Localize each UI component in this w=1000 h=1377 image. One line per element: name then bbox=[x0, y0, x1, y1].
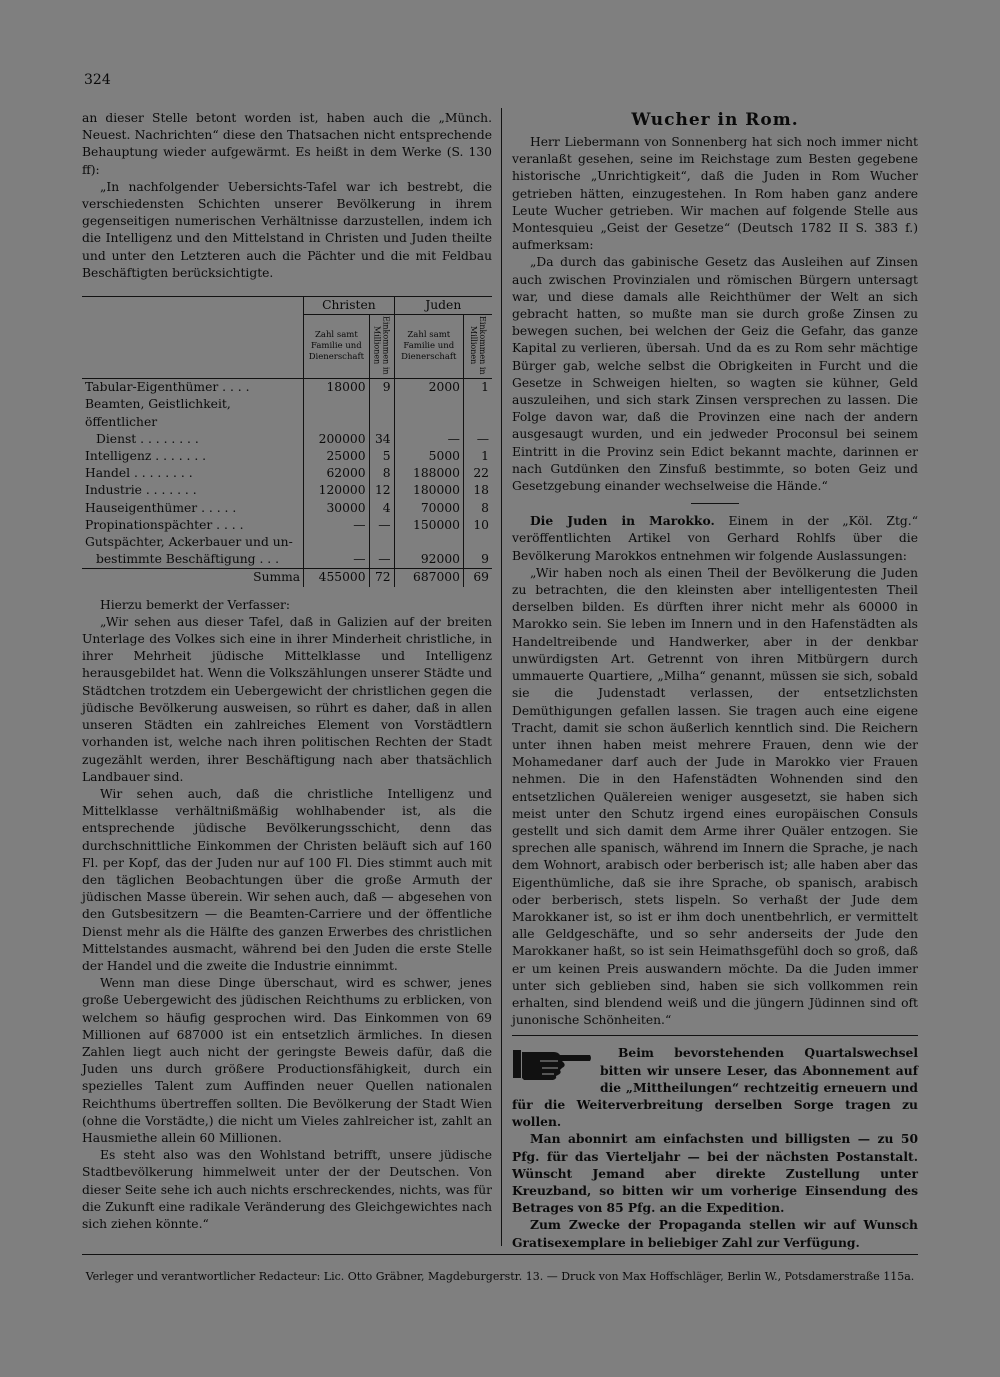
imprint-footer: Verleger und verantwortlicher Redacteur: Lic. Otto Gräbner, Magdeburgerstr. 13. — Druck von Max Hoffschläger, Berlin W., Potsdamerstraße 115a. bbox=[85, 1270, 915, 1283]
right-paragraph-1: Herr Liebermann von Sonnenberg hat sich noch immer nicht veranlaßt gesehen, seine im Reichstage zum Besten gegebene historische „Unrichtigkeit“, daß die Juden in Rom Wucher getrieben hätten, einzugestehen. In Rom haben ganz andere Leute Wucher getrieben. Wir machen auf folgende Stelle aus Montesquieu „Geist der Gesetze“ (Deutsch 1782 II S. 383 f.) aufmerksam: bbox=[512, 135, 918, 253]
left-paragraph-2: „In nachfolgender Uebersichts-Tafel war ich bestrebt, die verschiedensten Schichten unserer Bevölkerung in ihrem gegenseitigen numerischen Verhältnisse darzustellen, indem ich die Intelligenz und den Mittelstand in Christen und Juden theilte und unter den Letzteren auch die Pächter und die mit Feldbau Beschäftigten berücksichtigte. bbox=[82, 179, 492, 280]
left-paragraph-5: Wir sehen auch, daß die christliche Intelligenz und Mittelklasse verhältnißmäßig wohlhabender ist, als die entsprechende jüdische Bevölkerungsschicht, denn das durchschnittliche Einkommen der Christen beläuft sich auf 160 Fl. per Kopf, das der Juden nur auf 100 Fl. Dies stimmt auch mit den täglichen Beobachtungen über die große Armuth der jüdischen Masse überein. Wir sehen auch, daß — abgesehen von den Gutsbesitzern — die Beamten-Carriere und der öffentliche Dienst mehr als die Hälfte des ganzen Erwerbes des christlichen Mittelstandes ausmacht, während bei den Juden die erste Stelle der Handel und die zweite die Industrie einnimmt. bbox=[82, 786, 492, 973]
statistics-table bbox=[82, 296, 492, 587]
separator-full bbox=[512, 1035, 918, 1036]
left-column bbox=[82, 110, 492, 1233]
left-paragraph-4: „Wir sehen aus dieser Tafel, daß in Galizien auf der breiten Unterlage des Volkes sich eine in ihrer Minderheit christliche, in ihrer Mehrheit jüdische Mittelklasse und Intelligenz herausgebildet hat. Wenn die Volkszählungen unserer Städte und Städtchen trotzdem ein Uebergewicht der christlichen gegen die jüdische Bevölkerung ausweisen, so rührt es daher, daß in allen unseren Städten ein zahlreiches Element von Vorstädtlern vorhanden ist, welche nach ihren politischen Rechten der Stadt zugezählt werden, ihrer Beschäftigung nach aber thatsächlich Landbauer sind. bbox=[82, 614, 492, 784]
table-row: bestimmte Beschäftigung . . . — — 92000 9 bbox=[82, 551, 492, 569]
table-row: Hauseigenthümer . . . . . 30000 4 70000 8 bbox=[82, 500, 492, 517]
statistics-table-wrapper bbox=[82, 296, 492, 587]
table-row: Gutspächter, Ackerbauer und un- bbox=[82, 534, 492, 551]
table-header-row bbox=[82, 297, 492, 315]
table-row: Propinationspächter . . . . — — 150000 10 bbox=[82, 517, 492, 534]
right-paragraph-2: „Da durch das gabinische Gesetz das Ausleihen auf Zinsen auch zwischen Provinzialen und römischen Bürgern untersagt war, und diese damals alle Reichthümer der Welt an sich gebracht hatten, so mußte man sie durch große Zinsen zu bewegen suchen, bei welchen der Geiz die Gefahr, das ganze Kapital zu verlieren, übersah. Und da es zu Rom sehr mächtige Bürger gab, welche selbst die Obrigkeiten in Furcht und die Gesetze in Schweigen hielten, so wagten sie kühner, Geld auszuleihen, und sich stark Zinsen versprechen zu lassen. Die Folge davon war, daß die Provinzen eine nach der andern ausgesaugt wurden, und ein jedweder Proconsul bei seinem Eintritt in die Provinz sein Edict bekannt machte, darinnen er nach Gutdünken den Zinsfuß bestimmte, so boten Geiz und Gesetzgebung einander wechselweise die Hände.“ bbox=[512, 255, 918, 494]
subheader-juden-einkommen: Einkommen in Millionen bbox=[463, 315, 492, 379]
footer-rule bbox=[82, 1254, 918, 1255]
table-row: Handel . . . . . . . . 62000 8 188000 22 bbox=[82, 465, 492, 482]
left-paragraph-1: an dieser Stelle betont worden ist, haben auch die „Münch. Neuest. Nachrichten“ diese den Thatsachen nicht entsprechende Behauptung wieder aufgewärmt. Es heißt in dem Werke (S. 130 ff): bbox=[82, 111, 492, 177]
notice-paragraph-2: Man abonnirt am einfachsten und billigsten — zu 50 Pfg. für das Vierteljahr — bei der nächsten Postanstalt. Wünscht Jemand aber direkte Zustellung unter Kreuzband, so bitten wir um vorherige Einsendung des Betrages von 85 Pfg. an die Expedition. bbox=[512, 1131, 918, 1216]
marokko-lead-text: Einem in der „Köl. Ztg.“ veröffentlichten Artikel von Gerhard Rohlfs über die Bevölkerung Marokkos entnehmen wir folgende Auslassungen: bbox=[512, 514, 918, 563]
right-paragraph-3: „Wir haben noch als einen Theil der Bevölkerung die Juden zu betrachten, die den kleinsten aber intelligentesten Theil derselben bilden. Es dürften ihrer nicht mehr als 60000 in Marokko sein. Sie leben im Innern und in den Hafenstädten als Handeltreibende und Handwerker, aber in der denkbar unwürdigsten Art. Getrennt von ihren Mitbürgern durch ummauerte Quartiere, „Milha“ genannt, müssen sie sich, sobald sie die Judenstadt verlassen, der entsetzlichsten Demüthigungen gefallen lassen. Sie tragen auch eine eigene Tracht, damit sie schon äußerlich kenntlich sind. Die Reichern unter ihnen haben meist mehrere Frauen, denn wie der Mohamedaner darf auch der Jude in Marokko vier Frauen nehmen. Die in den Hafenstädten Wohnenden sind den entsetzlichen Quälereien weniger ausgesetzt, sie haben sich meist unter den Schutz irgend eines europäischen Consuls gestellt und sich damit dem Arme ihrer Quäler entzogen. Sie sprechen alle spanisch, während im Innern die Sprache, je nach dem Wohnort, arabisch oder berberisch ist; alle haben aber das Eigenthümliche, daß sie ihre Sprache, ob spanisch, arabisch oder berberisch, stets lispeln. So verhaßt der Jude dem Marokkaner ist, so ist er ihm doch unentbehrlich, er vermittelt alle Geldgeschäfte, und so sehr anderseits der Jude den Marokkaner haßt, so ist sein Heimathsgefühl doch so groß, daß er um keinen Preis auswandern möchte. Da die Juden immer unter sich geblieben sind, haben sie sich vollkommen rein erhalten, sind blendend weiß und die jüngern Jüdinnen sind oft junonische Schönheiten.“ bbox=[512, 565, 918, 1028]
table-row: Industrie . . . . . . . 120000 12 180000 18 bbox=[82, 482, 492, 499]
right-column bbox=[512, 110, 918, 1251]
table-row: Tabular-Eigenthümer . . . . 18000 9 2000 1 bbox=[82, 379, 492, 397]
column-divider bbox=[501, 108, 502, 1246]
page-number: 324 bbox=[84, 72, 111, 88]
table-subheader-row bbox=[82, 315, 492, 379]
table-sum-row: Summa 455000 72 687000 69 bbox=[82, 569, 492, 587]
left-paragraph-3: Hierzu bemerkt der Verfasser: bbox=[100, 597, 291, 612]
notice-paragraph-1: Beim bevorstehenden Quartalswechsel bitten wir unsere Leser, das Abonnement auf die „Mittheilungen“ rechtzeitig erneuern und für die Weiterverbreitung derselben Sorge tragen zu wollen. bbox=[512, 1045, 918, 1130]
pointing-hand-icon bbox=[512, 1046, 592, 1082]
group-header-christen: Christen bbox=[304, 297, 394, 315]
subheader-christen-zahl: Zahl samt Familie und Dienerschaft bbox=[304, 315, 369, 379]
marokko-heading: Die Juden in Marokko. bbox=[530, 513, 715, 529]
table-row: Dienst . . . . . . . . 200000 34 — — bbox=[82, 431, 492, 448]
table-row: Beamten, Geistlichkeit, öffentlicher bbox=[82, 396, 492, 430]
subheader-christen-einkommen: Einkommen in Millionen bbox=[369, 315, 394, 379]
group-header-juden: Juden bbox=[394, 297, 492, 315]
subheader-juden-zahl: Zahl samt Familie und Dienerschaft bbox=[394, 315, 463, 379]
marokko-lead-paragraph bbox=[512, 512, 918, 565]
table-row: Intelligenz . . . . . . . 25000 5 5000 1 bbox=[82, 448, 492, 465]
left-paragraph-6: Wenn man diese Dinge überschaut, wird es schwer, jenes große Uebergewicht des jüdischen Reichthums zu erblicken, von welchem so häufig gesprochen wird. Das Einkommen von 69 Millionen auf 687000 ist ein entsetzlich ärmliches. In diesen Zahlen liegt auch nicht der geringste Beweis dafür, daß die Juden uns durch größere Productionsfähigkeit, durch ein spezielles Talent zum Auffinden neuer Quellen nationalen Reichthums übertreffen sollten. Die Bevölkerung der Stadt Wien (ohne die Vorstädte,) die nicht um Vieles zahlreicher ist, zahlt an Hausmiethe allein 60 Millionen. bbox=[82, 976, 492, 1145]
notice-paragraph-3: Zum Zwecke der Propaganda stellen wir auf Wunsch Gratisexemplare in beliebiger Zahl zur Verfügung. bbox=[512, 1217, 918, 1250]
separator-short bbox=[691, 503, 739, 504]
article-title: Wucher in Rom. bbox=[631, 110, 799, 130]
left-paragraph-7: Es steht also was den Wohlstand betrifft, unsere jüdische Stadtbevölkerung himmelweit unter der der Deutschen. Von dieser Seite sehe ich auch nichts erschreckendes, nichts, was für die Zukunft eine radikale Veränderung des Gleichgewichtes nach sich ziehen könnte.“ bbox=[82, 1148, 492, 1231]
subscription-notice bbox=[512, 1044, 918, 1250]
